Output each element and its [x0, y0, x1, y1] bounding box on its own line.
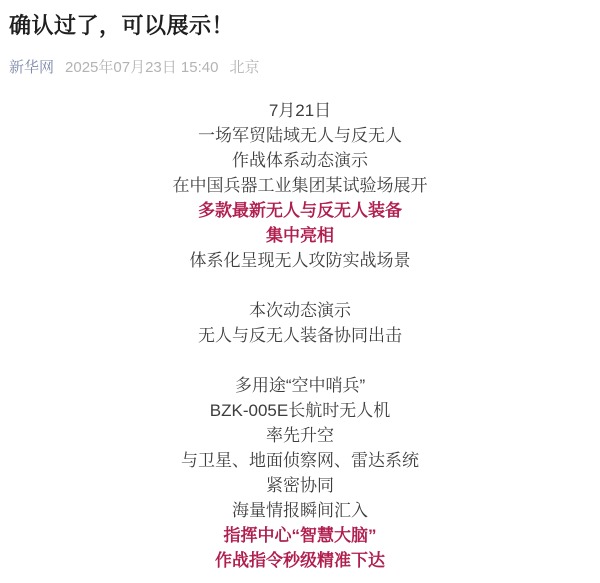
article-line: BZK-005E长航时无人机 [209, 401, 391, 420]
article-line: 一场军贸陆域无人与反无人 [198, 126, 402, 145]
article-line: 海量情报瞬间汇入 [232, 501, 368, 520]
page-title: 确认过了，可以展示！ [9, 13, 235, 38]
article-line: 体系化呈现无人攻防实战场景 [189, 251, 411, 270]
article-line: 7月21日 [268, 101, 332, 120]
article-line: 无人与反无人装备协同出击 [198, 326, 402, 345]
article-line: 作战体系动态演示 [232, 151, 368, 170]
article-line-highlight: 作战指令秒级精准下达 [215, 551, 385, 570]
article-line-highlight: 集中亮相 [266, 226, 334, 245]
article-paragraph [0, 373, 600, 573]
article-line: 本次动态演示 [249, 301, 351, 320]
article-line: 多用途“空中哨兵” [234, 376, 366, 395]
article-line: 与卫星、地面侦察网、雷达系统 [181, 451, 419, 470]
article-paragraph [0, 98, 600, 273]
publish-datetime: 2025年07月23日 15:40 [65, 59, 219, 76]
article-line: 在中国兵器工业集团某试验场展开 [172, 176, 428, 195]
article-line: 率先升空 [266, 426, 334, 445]
article-meta [0, 59, 600, 77]
source-link[interactable]: 新华网 [9, 59, 55, 76]
article-line: 紧密协同 [266, 476, 334, 495]
publish-location: 北京 [229, 59, 260, 76]
article-body [0, 98, 600, 573]
article-line-highlight: 多款最新无人与反无人装备 [198, 201, 402, 220]
article-line-highlight: 指挥中心“智慧大脑” [223, 526, 377, 545]
article-paragraph [0, 298, 600, 348]
